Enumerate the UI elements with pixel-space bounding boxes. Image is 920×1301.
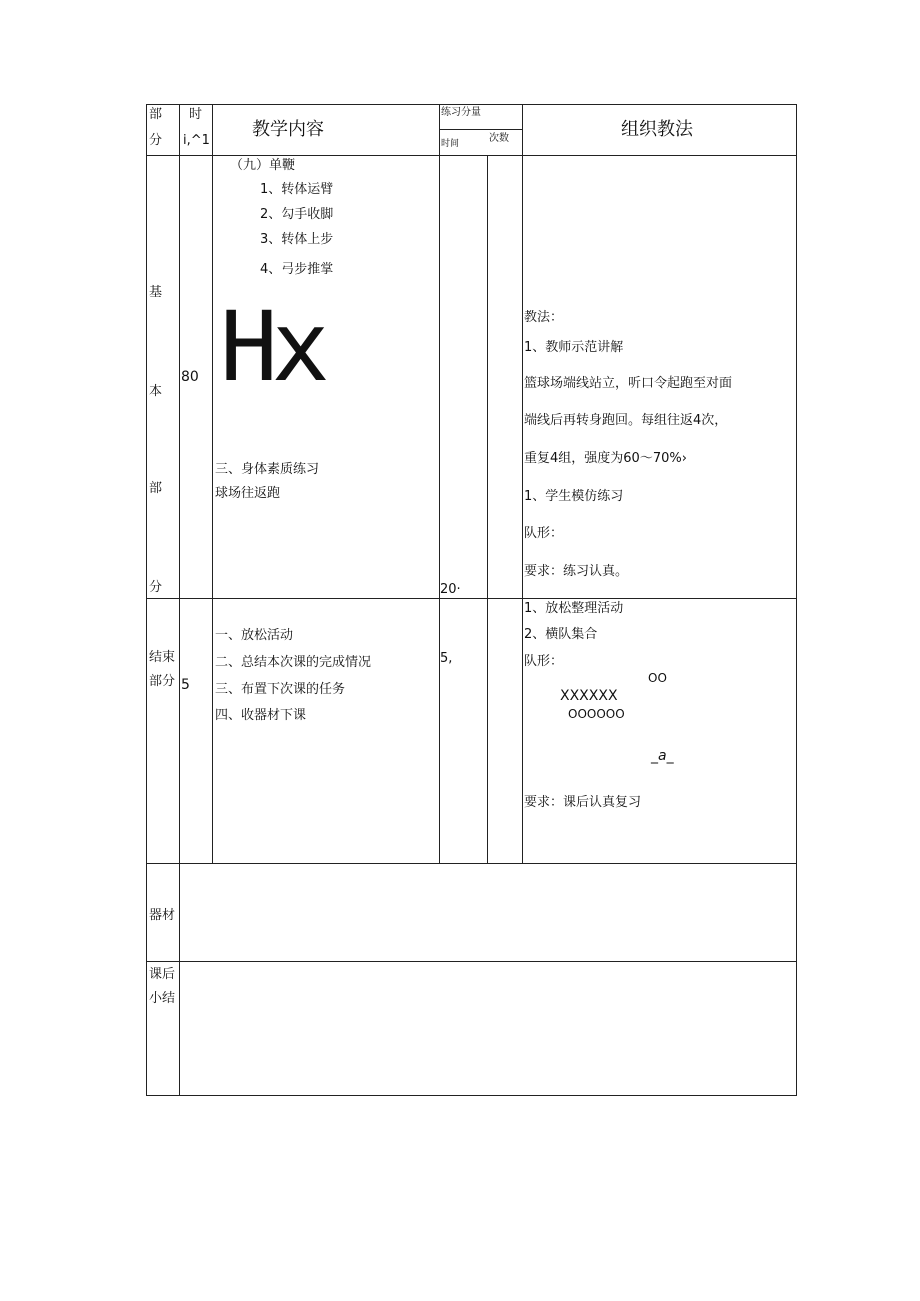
basic-fitness-line: 三、身体素质练习 <box>215 462 320 477</box>
time-column-divider <box>212 104 213 864</box>
part-column-divider <box>179 104 180 1096</box>
basic-time: 80 <box>181 369 199 385</box>
ending-label-1: 结束 <box>149 650 176 665</box>
header-bottom-rule <box>146 155 797 156</box>
basic-method-line: 端线后再转身跑回。每组往返4次， <box>524 413 728 428</box>
formation-marker: _a_ <box>651 748 674 764</box>
basic-method-line: 篮球场端线站立，听口令起跑至对面 <box>524 376 733 391</box>
basic-content-line: 2、勾手收脚 <box>260 207 334 222</box>
basic-section-bottom-rule <box>146 598 797 599</box>
table-border-left <box>146 104 147 1096</box>
ending-method-line: 2、横队集合 <box>524 627 598 642</box>
basic-method-line: 队形： <box>524 526 564 541</box>
basic-method-line: 教法： <box>524 310 564 325</box>
basic-figure-text: Hx <box>220 291 324 403</box>
ending-content-line: 一、放松活动 <box>215 628 294 643</box>
ending-section-bottom-rule <box>146 863 797 864</box>
basic-method-line: 要求：练习认真。 <box>524 564 629 579</box>
ending-content-line: 三、布置下次课的任务 <box>215 682 346 697</box>
header-part-2: 分 <box>149 133 163 148</box>
basic-fitness-line: 球场往返跑 <box>215 486 281 501</box>
equipment-label: 器材 <box>149 908 176 923</box>
header-practice-time: 时间 <box>441 139 460 149</box>
header-practice-count: 次数 <box>489 133 509 144</box>
summary-label-2: 小结 <box>149 991 176 1006</box>
basic-practice-time: 20· <box>440 582 461 597</box>
basic-label-2: 本 <box>149 384 163 399</box>
content-column-divider <box>439 104 440 864</box>
basic-content-line: 3、转体上步 <box>260 232 334 247</box>
summary-label-1: 课后 <box>149 967 176 982</box>
header-practice-divider <box>440 129 522 130</box>
method-column-divider <box>522 104 523 864</box>
ending-method-line: 队形： <box>524 654 564 669</box>
basic-label-3: 部 <box>149 481 163 496</box>
basic-method-line: 1、学生模仿练习 <box>524 489 624 504</box>
ending-method-line: 1、放松整理活动 <box>524 601 624 616</box>
table-border-bottom <box>146 1095 797 1096</box>
basic-method-line: 1、教师示范讲解 <box>524 340 624 355</box>
header-content: 教学内容 <box>252 119 324 140</box>
ending-label-2: 部分 <box>149 674 176 689</box>
ending-content-line: 二、总结本次课的完成情况 <box>215 655 372 670</box>
formation-row-2: OOOOOO <box>568 707 625 721</box>
practice-subcolumn-divider <box>487 155 488 863</box>
formation-top: OO <box>648 671 667 685</box>
header-part-1: 部 <box>149 107 163 122</box>
ending-content-line: 四、收器材下课 <box>215 708 307 723</box>
equipment-row-bottom-rule <box>146 961 797 962</box>
header-practice: 练习分量 <box>441 107 481 118</box>
header-time-2: i,^1 <box>183 133 210 148</box>
ending-requirement: 要求：课后认真复习 <box>524 795 642 810</box>
basic-content-line: 1、转体运臂 <box>260 182 334 197</box>
header-method: 组织教法 <box>621 119 693 140</box>
basic-content-line: 4、弓步推掌 <box>260 262 334 277</box>
header-time-1: 时 <box>189 107 203 122</box>
basic-method-line: 重复4组，强度为60～70%› <box>524 451 687 466</box>
table-border-right <box>796 104 797 1096</box>
ending-practice-time: 5, <box>440 651 453 666</box>
basic-label-4: 分 <box>149 580 163 595</box>
formation-row-1: XXXXXX <box>560 688 618 704</box>
basic-label-1: 基 <box>149 285 163 300</box>
table-border-top <box>146 104 797 105</box>
basic-content-line: （九）单鞭 <box>230 158 296 173</box>
ending-time: 5 <box>181 677 190 693</box>
